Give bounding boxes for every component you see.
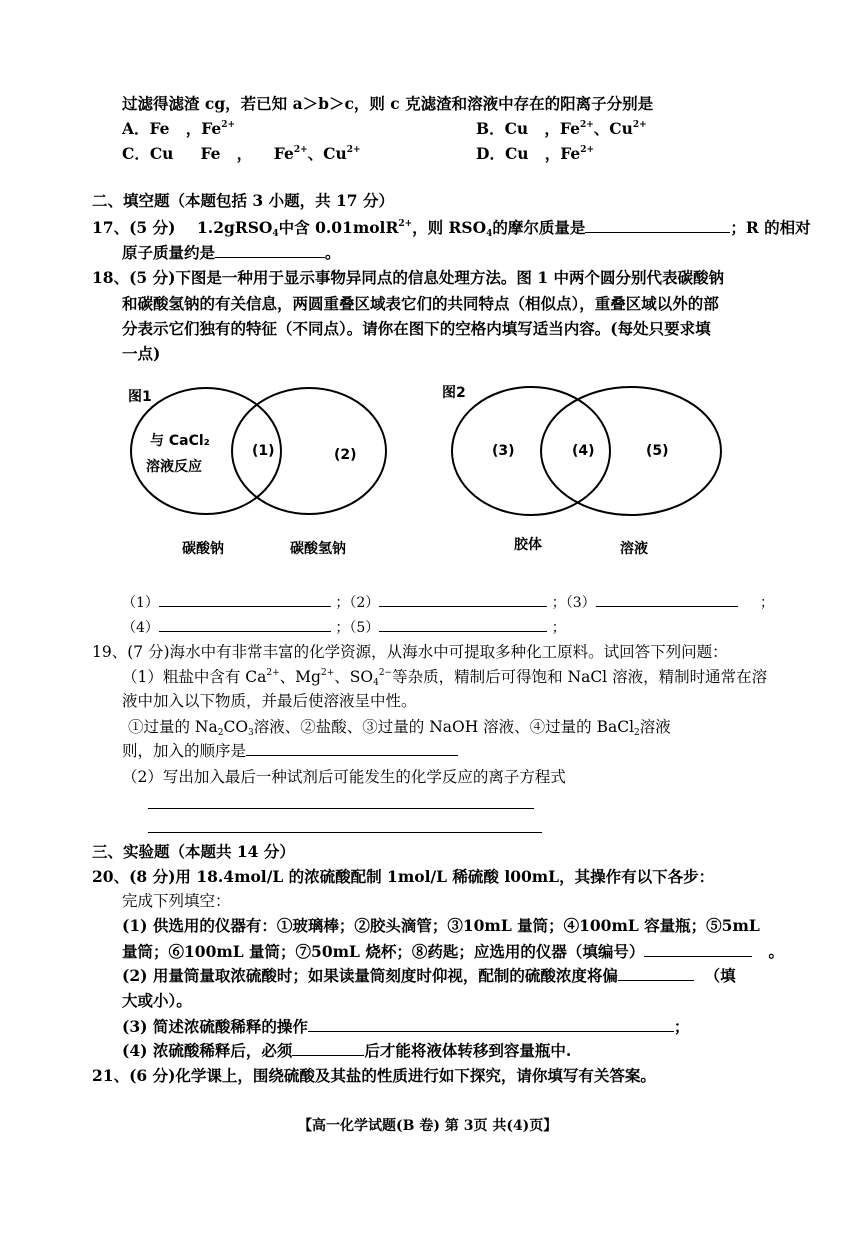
circle-solution bbox=[541, 387, 721, 515]
figure-2-title: 图2 bbox=[442, 385, 466, 401]
q17-blank-molar-mass[interactable] bbox=[585, 216, 730, 233]
q20-p2-line2: 大或小）。 bbox=[122, 991, 192, 1010]
fig2-region-5: (5) bbox=[646, 443, 669, 459]
option-d: D．Cu ，$Fe^{2+}$ bbox=[476, 144, 595, 163]
q20-p3: (3) 简述浓硫酸稀释的操作 ； bbox=[122, 1017, 690, 1036]
q18-line3: 分表示它们独有的特征（不同点）。请你在图下的空格内填写适当内容。(每处只要求填 bbox=[122, 319, 711, 338]
q19-line4: ①过量的 $Na_2CO_3$溶液、②盐酸、③过量的 NaOH 溶液、④过量的 BaCl$_2$溶液 bbox=[128, 718, 671, 738]
q20-dilution-blank[interactable] bbox=[308, 1015, 674, 1032]
q19-line3: 液中加入以下物质，并最后使溶液呈中性。 bbox=[122, 692, 417, 710]
venn-figure-1 bbox=[128, 388, 386, 557]
q18-line1: 18、(5 分)下图是一种用于显示事物异同点的信息处理方法。图 1 中两个圆分别代表碳酸钠 bbox=[92, 268, 725, 287]
q19-answer-line-2[interactable] bbox=[148, 832, 542, 833]
fig1-label-right: 碳酸氢钠 bbox=[290, 541, 346, 557]
q17-line1: 17、(5 分) 1.2gRSO$_4$中含 0.01molR$^{2+}$，则 $RSO_4$的摩尔质量是 ；R 的相对 bbox=[92, 218, 811, 239]
venn-figures bbox=[0, 375, 860, 575]
fig1-region-1: (1) bbox=[252, 443, 275, 459]
blank-4[interactable] bbox=[159, 617, 331, 632]
option-c: C．Cu Fe ， $Fe^{2+}$、$Cu^{2+}$ bbox=[122, 144, 361, 163]
fig2-region-4: (4) bbox=[572, 443, 595, 459]
q19-answer-line-1[interactable] bbox=[148, 808, 534, 809]
blank-3[interactable] bbox=[596, 592, 738, 607]
q20-line2: 完成下列填空： bbox=[122, 892, 231, 910]
fig2-region-3: (3) bbox=[492, 443, 515, 459]
q18-blanks-row1: （1） ；（2） ；（3） ； bbox=[122, 592, 774, 614]
q20-p1-line2: 量筒；⑥100mL 量筒；⑦50mL 烧杯；⑧药匙；应选用的仪器（填编号） 。 bbox=[122, 942, 785, 961]
blank-5[interactable] bbox=[379, 617, 547, 632]
q20-p4: (4) 浓硫酸稀释后，必须 后才能将液体转移到容量瓶中. bbox=[122, 1041, 572, 1060]
q19-order-blank[interactable] bbox=[246, 741, 458, 756]
q19-line2: （1）粗盐中含有 $Ca^{2+}$、$Mg^{2+}$、$SO_4^{2-}$等杂质，精制后可得饱和 NaCl 溶液，精制时通常在溶 bbox=[122, 668, 768, 688]
blank-1[interactable] bbox=[159, 592, 331, 607]
q18-line2: 和碳酸氢钠的有关信息，两圆重叠区域表它们的共同特点（相似点），重叠区域以外的部 bbox=[122, 294, 719, 313]
q20-instruments-blank[interactable] bbox=[644, 940, 752, 957]
q20-transfer-blank[interactable] bbox=[292, 1041, 364, 1056]
q18-line4: 一点) bbox=[122, 344, 161, 363]
page-footer: 【高一化学试题(B 卷) 第 3页 共(4)页】 bbox=[298, 1118, 558, 1134]
section-3-title: 三、实验题（本题共 14 分） bbox=[92, 842, 295, 861]
fig1-label-left: 碳酸钠 bbox=[182, 541, 224, 557]
section-2-title: 二、填空题（本题包括 3 小题，共 17 分） bbox=[92, 191, 394, 210]
q20-line1: 20、(8 分)用 18.4mol/L 的浓硫酸配制 1mol/L 稀硫酸 l00mL，其操作有以下各步： bbox=[92, 867, 715, 886]
q17-blank-atomic-mass[interactable] bbox=[215, 241, 325, 258]
q21-line1: 21、(6 分)化学课上，围绕硫酸及其盐的性质进行如下探究，请你填写有关答案。 bbox=[92, 1066, 656, 1085]
q19-line1: 19、(7 分)海水中有非常丰富的化学资源，从海水中可提取多种化工原料。试回答下列问题： bbox=[92, 643, 728, 661]
q19-line6: （2）写出加入最后一种试剂后可能发生的化学反应的离子方程式 bbox=[122, 768, 566, 786]
venn-figure-2 bbox=[442, 384, 721, 557]
fig2-label-left: 胶体 bbox=[514, 537, 542, 553]
q20-concentration-blank[interactable] bbox=[618, 966, 694, 981]
q19-line5: 则，加入的顺序是 bbox=[122, 740, 458, 762]
fig1-region-2: (2) bbox=[334, 447, 357, 463]
q18-blanks-row2: （4） ；（5） ； bbox=[122, 617, 566, 639]
blank-2[interactable] bbox=[379, 592, 547, 607]
q20-p1-line1: (1) 供选用的仪器有：①玻璃棒；②胶头滴管；③10mL 量筒；④100mL 容量瓶；⑤5mL bbox=[122, 916, 760, 935]
q16-continuation: 过滤得滤渣 cg，若已知 a＞b＞c，则 c 克滤渣和溶液中存在的阳离子分别是 bbox=[122, 94, 654, 113]
fig1-left-text-2: 溶液反应 bbox=[146, 459, 202, 475]
q20-p2-line1: (2) 用量筒量取浓硫酸时；如果读量筒刻度时仰视，配制的硫酸浓度将偏 （填 bbox=[122, 966, 736, 985]
option-b: B．Cu ，$Fe^{2+}$、$Cu^{2+}$ bbox=[476, 119, 647, 138]
figure-1-title: 图1 bbox=[128, 389, 152, 405]
q17-line2: 原子质量约是 。 bbox=[122, 243, 341, 262]
fig2-label-right: 溶液 bbox=[620, 541, 648, 557]
option-a: A．Fe ，$Fe^{2+}$ bbox=[122, 119, 236, 138]
fig1-left-text-1: 与 CaCl₂ bbox=[150, 433, 210, 449]
